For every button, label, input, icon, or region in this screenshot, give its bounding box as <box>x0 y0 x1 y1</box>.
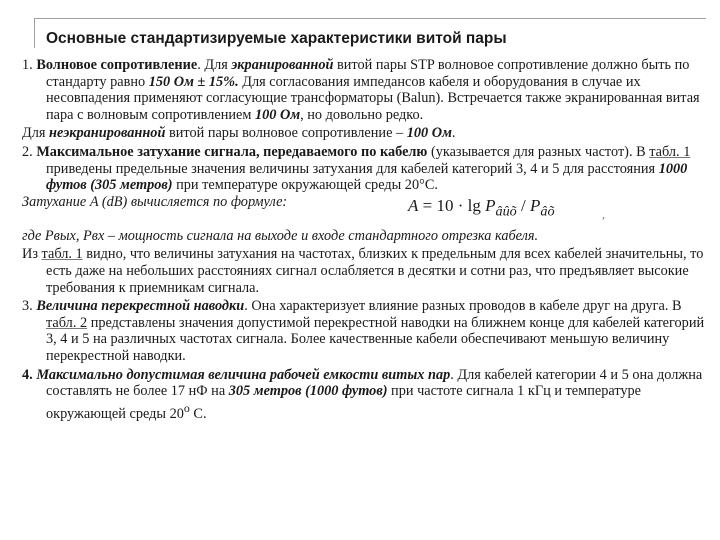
item-heading: Максимально допустимая величина рабочей емкости витых пар <box>36 366 451 383</box>
paragraph-formula-legend <box>22 228 710 245</box>
emphasis-unshielded: неэкранированной <box>49 125 166 142</box>
text-run: . Для кабелей категории 4 и 5 она должна составлять не более 17 нФ на <box>46 366 703 400</box>
emphasis-impedance-value: 150 Ом ± 15%. <box>148 73 239 90</box>
emphasis-100-ohm: 100 Ом <box>254 106 301 123</box>
text-run: приведены предельные значения величины затухания для кабелей категорий 3, 4 и 5 для расстояния <box>46 160 659 177</box>
text-run: при частоте сигнала 1 кГц и температуре окружающей среды 20 <box>46 383 642 422</box>
paragraph-attenuation <box>22 144 710 194</box>
item-heading: Максимальное затухание сигнала, передаваемого по кабелю <box>36 143 428 160</box>
emphasis-distance: 1000 футов (305 метров) <box>46 160 688 194</box>
text-run: . Она характеризует влияние разных проводов в кабеле друг на друга. В <box>244 298 682 315</box>
formula-subscript: âõ <box>540 203 555 220</box>
item-heading: Величина перекрестной наводки <box>36 298 245 315</box>
formula-line <box>22 194 710 228</box>
emphasis-shielded: экранированной <box>231 57 334 73</box>
formula-symbol: A <box>408 195 419 215</box>
title-frame-left-line <box>34 18 35 48</box>
text-run: Для согласования импедансов кабеля и оборудования в случае их несовпадения применяют согласующие трансформаторы (Balun). Встречается также экранированная витая пара с волновым сопротивлением <box>46 73 700 123</box>
text-run: . Для <box>197 57 232 73</box>
formula-symbol: P <box>529 195 541 215</box>
text-run: Для <box>22 125 50 142</box>
paragraph-crosstalk <box>22 298 710 364</box>
text-run: витой пары STP волновое сопротивление должно быть по стандарту равно <box>46 57 690 90</box>
item-heading: Волновое сопротивление <box>36 57 198 73</box>
formula-intro: Затухание A (dB) вычисляется по формуле: <box>22 193 288 210</box>
paragraph-wave-impedance <box>22 57 710 123</box>
table-2-link[interactable]: табл. 2 <box>46 314 88 331</box>
paragraph-capacitance <box>22 367 710 423</box>
formula-comma: , <box>602 206 605 221</box>
paragraph-unshielded <box>22 125 710 142</box>
title-frame-top-line <box>34 18 706 19</box>
text-run: при температуре окружающей среды 20°С. <box>172 177 438 194</box>
formula-operator: / <box>516 195 530 215</box>
emphasis-length: 305 метров (1000 футов) <box>228 383 388 400</box>
attenuation-formula <box>408 195 555 220</box>
formula-symbol: P <box>485 195 496 215</box>
text-run: , но довольно редко. <box>300 106 424 123</box>
page-title: Основные стандартизируемые характеристики витой пары <box>46 30 507 47</box>
table-1-link[interactable]: табл. 1 <box>649 143 691 160</box>
formula-operator: = 10 · lg <box>418 195 486 215</box>
text-run: . <box>451 125 456 142</box>
text-run: С. <box>189 405 207 422</box>
formula-subscript: âûõ <box>495 203 517 220</box>
degree-superscript: о <box>183 400 190 415</box>
item-number: 2. <box>22 143 33 160</box>
item-number: 4. <box>22 366 33 383</box>
text-run: (указывается для разных частот). В <box>427 143 650 160</box>
item-number: 3. <box>22 298 33 315</box>
table-1-link[interactable]: табл. 1 <box>41 246 83 263</box>
text-run: Из <box>22 246 42 263</box>
text-run: витой пары волновое сопротивление – <box>165 125 407 142</box>
emphasis-100-ohm: 100 Ом <box>406 125 452 142</box>
paragraph-attenuation-note <box>22 246 710 296</box>
document-body <box>22 57 710 422</box>
formula-legend: где Рвых, Рвх – мощность сигнала на выходе и входе стандартного отрезка кабеля. <box>22 227 539 244</box>
text-run: видно, что величины затухания на частотах, близких к предельным для всех кабелей значительны, то есть даже на небольших расстояниях сигнал ослабляется в десятки и сотни раз, что предъявляет высокие требования к приемникам сигнала. <box>46 246 704 296</box>
text-run: представлены значения допустимой перекрестной наводки на ближнем конце для кабелей категорий 3, 4 и 5 на различных частотах сигнала. Более качественные кабели обеспечивают меньшую величину перекрестной наводки. <box>46 314 705 364</box>
item-number: 1. <box>22 57 33 73</box>
